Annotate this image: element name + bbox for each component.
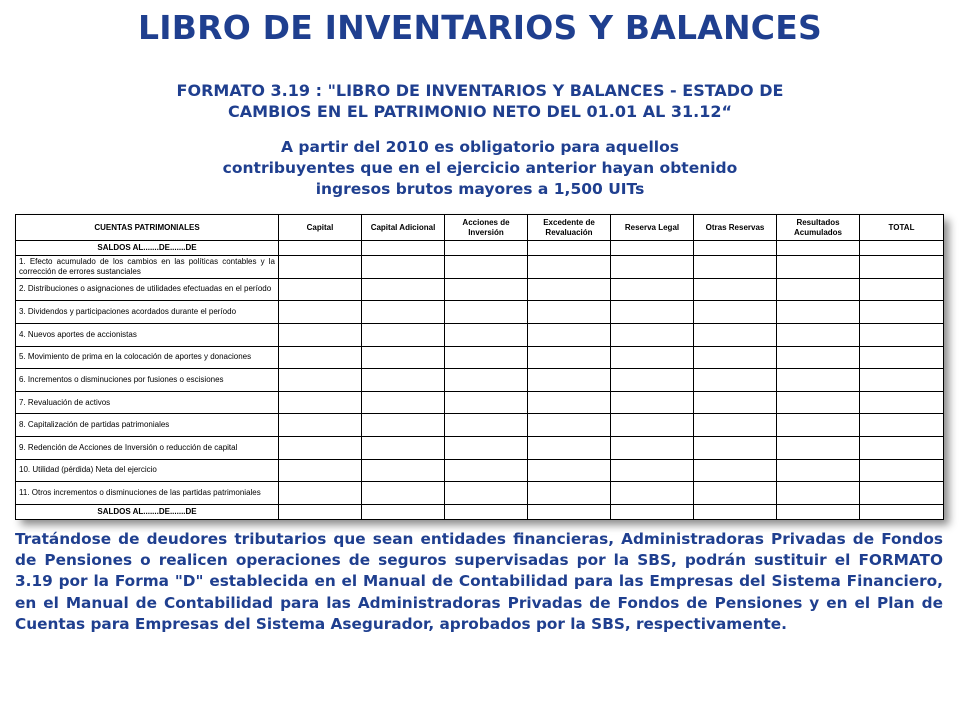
table-cell xyxy=(694,301,777,324)
table-cell xyxy=(611,414,694,437)
table-cell xyxy=(860,301,944,324)
obligation-note xyxy=(180,137,780,200)
table-cell xyxy=(860,482,944,505)
table-cell xyxy=(860,459,944,482)
table-cell xyxy=(362,391,445,414)
table-cell xyxy=(445,459,528,482)
table-row xyxy=(16,256,944,279)
column-header: Otras Reservas xyxy=(694,215,777,241)
table-header-row xyxy=(16,215,944,241)
table-cell xyxy=(777,459,860,482)
note-line-2: contribuyentes que en el ejercicio anterior hayan obtenido xyxy=(222,159,738,177)
table-cell xyxy=(611,369,694,392)
table-cell xyxy=(777,369,860,392)
table-cell xyxy=(445,369,528,392)
saldo-label: SALDOS AL.......DE.......DE xyxy=(16,504,279,519)
table-cell xyxy=(777,301,860,324)
row-label: 6. Incrementos o disminuciones por fusiones o escisiones xyxy=(16,369,279,392)
table-cell xyxy=(611,459,694,482)
table-cell xyxy=(611,346,694,369)
row-label: 3. Dividendos y participaciones acordados durante el período xyxy=(16,301,279,324)
row-label: 8. Capitalización de partidas patrimoniales xyxy=(16,414,279,437)
table-row xyxy=(16,459,944,482)
table-row xyxy=(16,278,944,301)
table-cell xyxy=(694,346,777,369)
format-subtitle xyxy=(80,80,880,122)
page-title: LIBRO DE INVENTARIOS Y BALANCES xyxy=(138,8,822,47)
note-line-3: ingresos brutos mayores a 1,500 UITs xyxy=(315,180,645,198)
table-cell xyxy=(860,504,944,519)
row-label: 5. Movimiento de prima en la colocación de aportes y donaciones xyxy=(16,346,279,369)
table-cell xyxy=(279,414,362,437)
row-label: 2. Distribuciones o asignaciones de utilidades efectuadas en el período xyxy=(16,278,279,301)
table-cell xyxy=(362,301,445,324)
saldo-row xyxy=(16,504,944,519)
table-row xyxy=(16,369,944,392)
table-cell xyxy=(445,278,528,301)
column-header: TOTAL xyxy=(860,215,944,241)
table-cell xyxy=(611,482,694,505)
table-cell xyxy=(777,256,860,279)
table-cell xyxy=(777,278,860,301)
table-cell xyxy=(279,241,362,256)
table-body xyxy=(16,241,944,520)
table-cell xyxy=(279,256,362,279)
table-cell xyxy=(860,323,944,346)
equity-changes-table xyxy=(15,214,944,520)
table-cell xyxy=(445,301,528,324)
table-cell xyxy=(528,346,611,369)
table-cell xyxy=(860,391,944,414)
table-cell xyxy=(445,414,528,437)
column-header: Excedente de Revaluación xyxy=(528,215,611,241)
table-cell xyxy=(777,504,860,519)
sbs-substitution-paragraph: Tratándose de deudores tributarios que sean entidades financieras, Administradoras Privadas de Fondos de Pensiones o realicen operaciones de seguros supervisadas por la SBS, podrán sustituir el FORMATO 3.19 por la Forma "D" establecida en el Manual de Contabilidad para las Empresas del Sistema Financiero, en el Manual de Contabilidad para las Administradoras Privadas de Fondos de Pensiones y en el Plan de Cuentas para Empresas del Sistema Asegurador, aprobados por la SBS, respectivamente. xyxy=(15,530,943,633)
table-cell xyxy=(528,256,611,279)
table-cell xyxy=(694,256,777,279)
column-header: CUENTAS PATRIMONIALES xyxy=(16,215,279,241)
table-cell xyxy=(528,301,611,324)
row-label: 10. Utilidad (pérdida) Neta del ejercicio xyxy=(16,459,279,482)
table-cell xyxy=(362,504,445,519)
table-cell xyxy=(279,346,362,369)
table-cell xyxy=(362,459,445,482)
column-header: Acciones de Inversión xyxy=(445,215,528,241)
table-cell xyxy=(362,369,445,392)
table-row xyxy=(16,482,944,505)
table-cell xyxy=(279,504,362,519)
table-cell xyxy=(445,482,528,505)
column-header: Capital xyxy=(279,215,362,241)
table-cell xyxy=(362,482,445,505)
table-cell xyxy=(279,369,362,392)
table-cell xyxy=(279,437,362,460)
format-table-container xyxy=(15,214,943,519)
table-row xyxy=(16,323,944,346)
table-cell xyxy=(445,256,528,279)
table-cell xyxy=(528,278,611,301)
table-cell xyxy=(694,437,777,460)
table-cell xyxy=(445,391,528,414)
table-cell xyxy=(777,437,860,460)
table-cell xyxy=(528,482,611,505)
row-label: 4. Nuevos aportes de accionistas xyxy=(16,323,279,346)
table-cell xyxy=(777,482,860,505)
row-label: 9. Redención de Acciones de Inversión o reducción de capital xyxy=(16,437,279,460)
table-cell xyxy=(362,346,445,369)
table-cell xyxy=(777,414,860,437)
column-header: Reserva Legal xyxy=(611,215,694,241)
table-row xyxy=(16,414,944,437)
table-cell xyxy=(362,414,445,437)
table-cell xyxy=(445,437,528,460)
table-row xyxy=(16,391,944,414)
table-cell xyxy=(694,241,777,256)
table-cell xyxy=(694,278,777,301)
table-cell xyxy=(611,391,694,414)
table-cell xyxy=(611,437,694,460)
table-cell xyxy=(528,414,611,437)
table-cell xyxy=(777,346,860,369)
table-cell xyxy=(694,482,777,505)
column-header: Capital Adicional xyxy=(362,215,445,241)
table-cell xyxy=(362,256,445,279)
column-header: Resultados Acumulados xyxy=(777,215,860,241)
table-cell xyxy=(279,323,362,346)
table-cell xyxy=(777,323,860,346)
table-cell xyxy=(445,241,528,256)
table-cell xyxy=(611,301,694,324)
table-cell xyxy=(279,482,362,505)
table-cell xyxy=(611,256,694,279)
table-cell xyxy=(694,391,777,414)
table-cell xyxy=(279,301,362,324)
saldo-label: SALDOS AL.......DE.......DE xyxy=(16,241,279,256)
table-cell xyxy=(860,256,944,279)
table-cell xyxy=(694,504,777,519)
row-label: 11. Otros incrementos o disminuciones de las partidas patrimoniales xyxy=(16,482,279,505)
table-cell xyxy=(694,369,777,392)
table-cell xyxy=(362,323,445,346)
table-cell xyxy=(694,414,777,437)
table-cell xyxy=(528,323,611,346)
table-cell xyxy=(362,241,445,256)
table-cell xyxy=(611,241,694,256)
table-cell xyxy=(528,391,611,414)
table-cell xyxy=(611,323,694,346)
table-row xyxy=(16,346,944,369)
note-line-1: A partir del 2010 es obligatorio para aquellos xyxy=(281,138,679,156)
row-label: 1. Efecto acumulado de los cambios en las políticas contables y la corrección de errores sustanciales xyxy=(16,256,279,279)
table-cell xyxy=(611,278,694,301)
table-cell xyxy=(445,346,528,369)
table-cell xyxy=(860,437,944,460)
table-row xyxy=(16,301,944,324)
table-cell xyxy=(528,437,611,460)
table-cell xyxy=(279,278,362,301)
table-cell xyxy=(528,369,611,392)
table-cell xyxy=(860,241,944,256)
table-cell xyxy=(362,278,445,301)
row-label: 7. Revaluación de activos xyxy=(16,391,279,414)
table-cell xyxy=(611,504,694,519)
subtitle-line-1: FORMATO 3.19 : "LIBRO DE INVENTARIOS Y BALANCES - ESTADO DE xyxy=(176,81,784,100)
table-cell xyxy=(279,391,362,414)
subtitle-line-2: CAMBIOS EN EL PATRIMONIO NETO DEL 01.01 AL 31.12“ xyxy=(228,102,732,121)
table-cell xyxy=(777,241,860,256)
table-cell xyxy=(445,323,528,346)
table-cell xyxy=(860,346,944,369)
table-cell xyxy=(694,323,777,346)
table-cell xyxy=(279,459,362,482)
table-cell xyxy=(528,504,611,519)
table-cell xyxy=(694,459,777,482)
saldo-row xyxy=(16,241,944,256)
table-cell xyxy=(777,391,860,414)
table-cell xyxy=(528,241,611,256)
table-cell xyxy=(528,459,611,482)
table-cell xyxy=(445,504,528,519)
table-cell xyxy=(860,278,944,301)
table-row xyxy=(16,437,944,460)
table-cell xyxy=(860,414,944,437)
table-cell xyxy=(362,437,445,460)
table-cell xyxy=(860,369,944,392)
